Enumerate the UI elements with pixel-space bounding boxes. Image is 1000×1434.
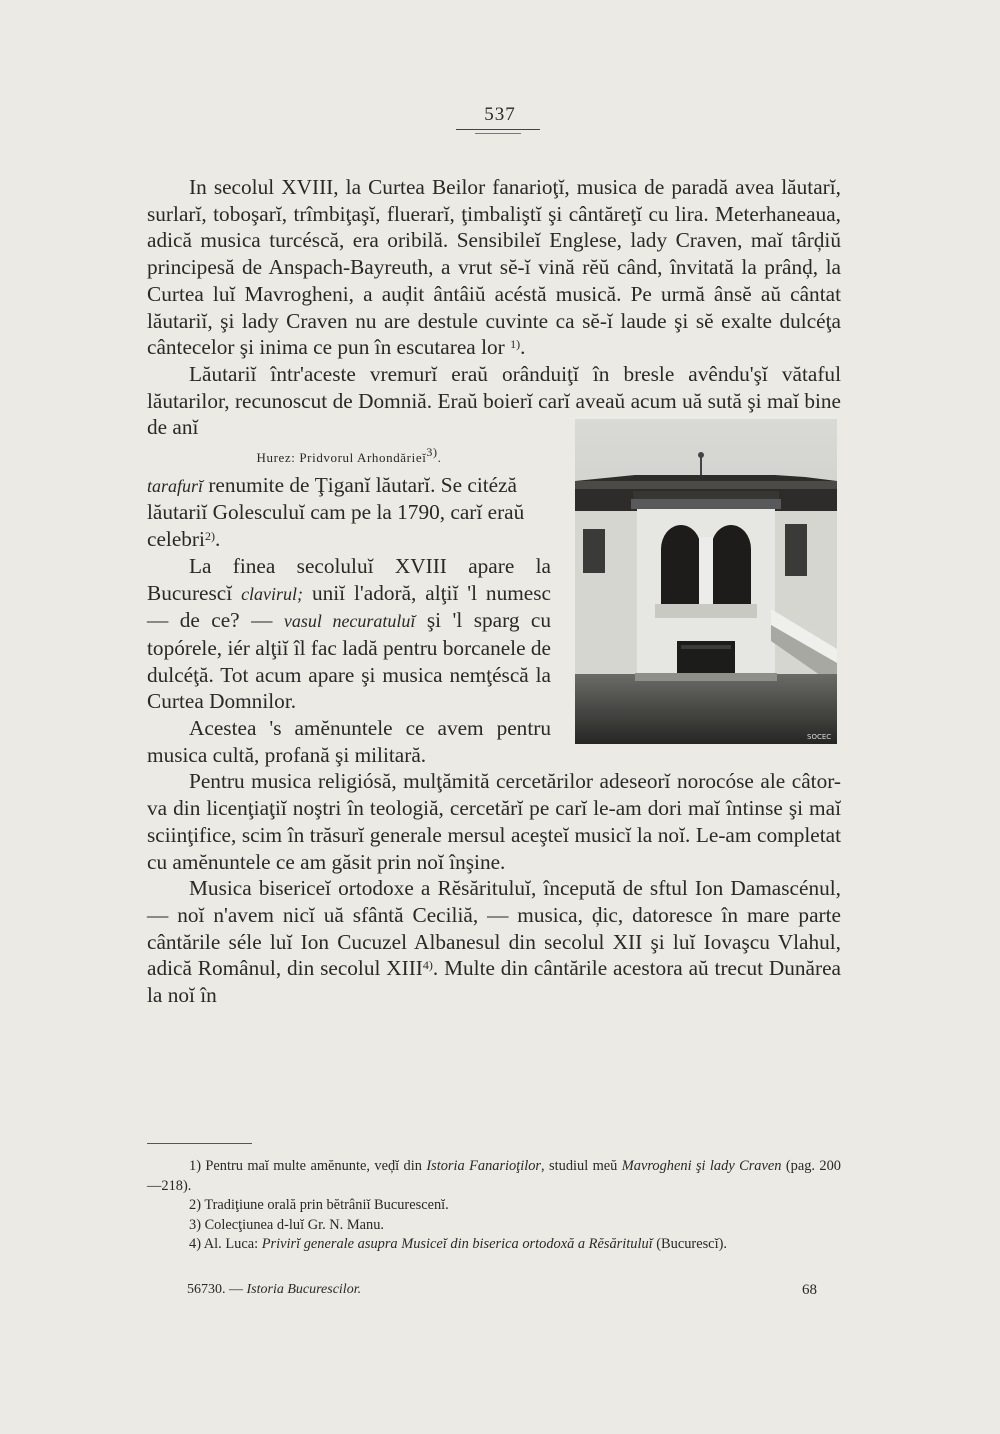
header-rule-short xyxy=(475,133,521,134)
printer-signature-number: 56730. — xyxy=(187,1282,247,1297)
figure-caption: Hurez: Pridvorul Arhondărieĭ$^{3)}$. xyxy=(256,445,442,466)
photo-hurez-porch xyxy=(575,419,837,744)
footnote-4-text-a: 4) Al. Luca: xyxy=(189,1236,262,1252)
paragraph-3-text-b: uniĭ l'adoră, alţiĭ 'l numesc — de ce? — xyxy=(147,580,551,633)
italic-clavirul: clavirul; xyxy=(241,583,304,604)
footnote-1-italic-a: Istoria Fanarioţilor xyxy=(426,1158,542,1174)
footnote-1-text-a: 1) Pentru maĭ multe amĕnunte, veḑĭ din xyxy=(189,1158,427,1174)
figure xyxy=(565,419,847,744)
paragraph-2-text-a: Lăutariĭ într'aceste vremurĭ eraŭ orânduiţĭ în bresle avêndu'şĭ vătaful lăutarilor, recunoscut de Domniă. Eraŭ boierĭ carĭ aveaŭ acum uă sută şi maĭ bine de anĭ xyxy=(147,361,841,440)
sheet-number: 68 xyxy=(802,1282,817,1298)
page-number: 537 xyxy=(484,104,516,125)
footnote-ref-2: 2) xyxy=(204,529,215,544)
paragraph-3-text-c: şi 'l sparg cu topórele, iér alţiĭ îl fac ladă pentru borcanele de dulcéţă. Tot acum apare şi musica nemţéscă la Curtea Domnilor. xyxy=(147,608,552,714)
italic-vasul-necuratului: vasul necuratuluĭ xyxy=(283,611,416,632)
photo-signature: SOCEC xyxy=(807,733,832,742)
paragraph-1-text: In secolul XVIII, la Curtea Beilor fanarioţĭ, musica de paradă avea lăutarĭ, surlarĭ, toboşarĭ, trîmbiţaşĭ, fluerarĭ, ţimbaliştĭ şi cântăreţĭ cu lira. Meterhaneaua, adică musica turcéscă, era oribilă. Sensibileĭ Englese, lady Craven, maĭ târḑiŭ principesă de Anspach-Bayreuth, a vrut sĕ-ĭ vină rĕŭ când, învitată la prânḑ, la Curtea luĭ Mavrogheni, a auḑit ântâiŭ acéstă musică. Pe urmă ânsĕ aŭ cântat lăutariĭ, şi lady Craven nu are destule cuvinte ca sĕ-ĭ laude şi sĕ exalte dulcéţa cântecelor şi inima ce pun în escutarea lor xyxy=(147,175,841,360)
footnote-4 xyxy=(147,1235,841,1255)
footnote-1 xyxy=(147,1157,841,1196)
footnote-4-text-b: (Bucurescĭ). xyxy=(652,1236,727,1252)
paragraph-6 xyxy=(147,875,841,1009)
footnote-1-text-b: , studiul meŭ xyxy=(541,1158,622,1174)
footnote-1-italic-b: Mavrogheni şi lady Craven xyxy=(621,1158,782,1174)
printer-signature xyxy=(187,1282,361,1297)
paragraph-3-text-a: La finea secoluluĭ XVIII apare la Bucurescĭ xyxy=(147,553,551,605)
figure-caption-text: Hurez: Pridvorul Arhondărieĭ xyxy=(256,450,427,466)
caption-footnote-ref: 3) xyxy=(426,445,438,460)
paragraph-6-text-b: . Multe din cântările acestora aŭ trecut Dunărea la noĭ în xyxy=(147,956,841,1008)
footnotes xyxy=(147,1157,841,1255)
footnote-1-text-c: (pag. 200—218). xyxy=(147,1158,841,1194)
page-footer xyxy=(187,1282,817,1298)
footnote-ref-1: 1) xyxy=(510,337,521,352)
body-text: In secolul XVIII, la Curtea Beilor fanarioţĭ, musica de paradă avea lăutarĭ, surlarĭ, toboşarĭ, trîmbiţaşĭ, fluerarĭ, ţimbaliştĭ şi cântăreţĭ cu lira. Meterhaneaua, adică musica turcéscă, era oribilă. Sensibileĭ Englese, lady Craven, maĭ târḑiŭ principesă de Anspach-Bayreuth, a vrut sĕ-ĭ vină rĕŭ când, învitată la prânḑ, la Curtea luĭ Mavrogheni, a auḑit ântâiŭ acéstă musică. Pe urmă ânsĕ aŭ cântat lăutariĭ, şi lady Craven nu are destule cuvinte ca sĕ-ĭ laude şi sĕ exalte dulcéţa cântecelor şi inima ce pun în escutarea lor $^{1)}$. Lăutariĭ într'aceste vremurĭ eraŭ orânduiţĭ în bresle avêndu'şĭ vătaful lăutarilor, recunoscut de Domniă. Eraŭ boierĭ carĭ aveaŭ acum uă sută şi maĭ bine de anĭ SOCEC Hurez: Pridvorul Arhondărieĭ$^{3)}$. tarafurĭ renumite de Ţiganĭ lăutarĭ. Se citéză lăutariĭ Golesculuĭ cam pe la 1790, carĭ eraŭ celebri$^{2)}$. La finea secoluluĭ XVIII apare la Bucurescĭ clavirul; uniĭ l'adoră, alţiĭ 'l numesc — de ce? — vasul necuratuluĭ şi 'l sparg cu topórele, iér alţiĭ îl fac ladă pentru borcanele de dulcéţă. Tot acum apare şi musica nemţéscă la Curtea Domnilor. Acestea 's amĕnuntele ce avem pentru musica cultă, profană şi militară. Pentru musica religiósă, mulţămită cercetărilor adeseorĭ norocóse ale câtor-va din licenţiaţiĭ noştri în teologiă, cercetărĭ pe carĭ le-am dori maĭ întinse şi maĭ sciinţifice, scim în trăsurĭ generale mersul aceşteĭ musicĭ la noĭ. Le-am completat cu amĕnuntele ce am găsit prin noĭ înşine. Musica bisericeĭ ortodoxe a Rĕsărituluĭ, începută de sftul Ion Damascénul, — noĭ n'avem nicĭ uă sfântă Ceciliă, — musica, ḑic, datoresce în mare parte cântările séle luĭ Ion Cucuzel Albanesul din secolul XII şi luĭ Iovaşcu Vlahul, adică Românul, din secolul XIII$^{4)}$. Multe din cântările acestora aŭ trecut Dunărea la noĭ în xyxy=(147,174,841,1009)
paragraph-6-text-a: Musica bisericeĭ ortodoxe a Rĕsărituluĭ, începută de sftul Ion Damascénul, — noĭ n'avem nicĭ uă sfântă Ceciliă, — musica, ḑic, datoresce în mare parte cântările séle luĭ Ion Cucuzel Albanesul din secolul XII şi luĭ Iovaşcu Vlahul, adică Românul, din secolul XIII xyxy=(147,876,841,981)
paragraph-1: In secolul XVIII, la Curtea Beilor fanarioţĭ, musica de paradă avea lăutarĭ, surlarĭ, toboşarĭ, trîmbiţaşĭ, fluerarĭ, ţimbaliştĭ şi cântăreţĭ cu lira. Meterhaneaua, adică musica turcéscă, era oribilă. Sensibileĭ Englese, lady Craven, maĭ târḑiŭ principesă de Anspach-Bayreuth, a vrut sĕ-ĭ vină rĕŭ când, învitată la prânḑ, la Curtea luĭ Mavrogheni, a auḑit ântâiŭ acéstă musică. Pe urmă ânsĕ aŭ cântat lăutariĭ, şi lady Craven nu are destule cuvinte ca sĕ-ĭ laude şi sĕ exalte dulcéţa cântecelor şi inima ce pun în escutarea lor $^{1)}$. xyxy=(147,175,841,360)
italic-tarafuri: tarafurĭ xyxy=(147,475,204,496)
paragraph-5: Pentru musica religiósă, mulţămită cercetărilor adeseorĭ norocóse ale câtor-va din licenţiaţiĭ noştri în teologiă, cercetărĭ pe carĭ le-am dori maĭ întinse şi maĭ sciinţifice, scim în trăsurĭ generale mersul aceşteĭ musicĭ la noĭ. Le-am completat cu amĕnuntele ce am găsit prin noĭ înşine. xyxy=(147,769,841,874)
paragraph-2-text-b: renumite de Ţiganĭ lăutarĭ. Se citéză lăutariĭ Golesculuĭ cam pe la 1790, carĭ eraŭ celebri xyxy=(147,472,525,552)
header-rule xyxy=(456,129,540,130)
footnote-3: 3) Colecţiunea d-luĭ Gr. N. Manu. xyxy=(189,1216,385,1233)
printer-signature-title: Istoria Bucurescilor. xyxy=(246,1282,362,1297)
footnote-rule xyxy=(147,1143,252,1144)
paragraph-4: Acestea 's amĕnuntele ce avem pentru musica cultă, profană şi militară. xyxy=(147,716,551,767)
footnote-ref-4: 4) xyxy=(422,958,433,973)
footnote-2: 2) Tradiţiune orală prin bĕtrâniĭ Bucurescenĭ. xyxy=(189,1197,449,1213)
footnote-4-italic: Privirĭ generale asupra Musiceĭ din biserica ortodoxă a Rĕsărituluĭ xyxy=(261,1236,653,1252)
